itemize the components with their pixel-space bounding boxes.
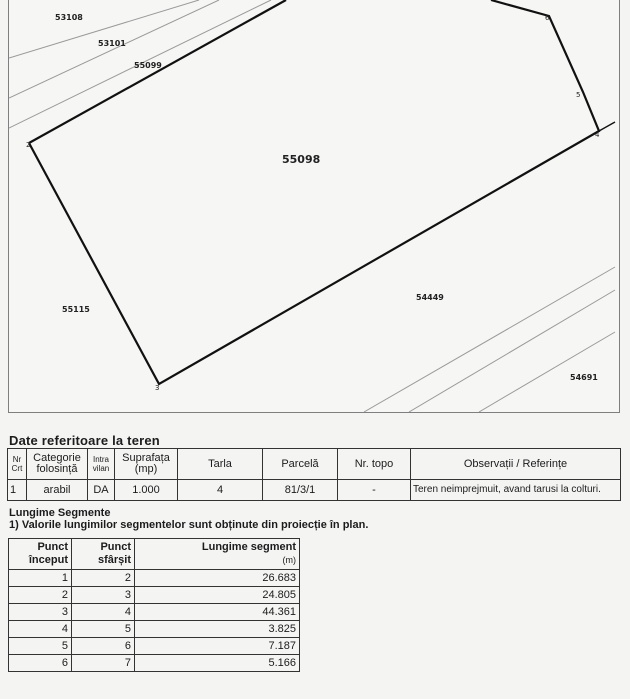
cell-start-point: 2 [9,587,72,604]
col-observatii: Observații / Referințe [411,449,621,480]
table-row [9,587,300,604]
cell-observatii: Teren neimprejmuit, avand tarusi la colturi. [411,480,621,501]
cell-end-point: 6 [72,638,135,655]
col-intravilan: Intra vilan [88,449,115,480]
col-start-point: Punct început [9,539,72,570]
cell-start-point: 4 [9,621,72,638]
cell-length: 24.805 [135,587,300,604]
cell-nr-topo: - [338,480,411,501]
main-parcel-label: 55098 [282,153,321,166]
land-data-title: Date referitoare la teren [9,433,160,448]
boundary-line [409,290,615,412]
vertex-label: 5 [576,91,581,99]
cell-length: 44.361 [135,604,300,621]
col-categorie: Categorie folosință [27,449,88,480]
cell-end-point: 5 [72,621,135,638]
col-parcela: Parcelă [263,449,338,480]
vertex-label: 6 [545,14,550,22]
neighbor-parcel-label: 54449 [416,293,444,302]
cell-length: 5.166 [135,655,300,672]
segments-table-body [9,570,300,672]
cell-start-point: 1 [9,570,72,587]
table-row [8,480,621,501]
table-header-row [9,539,300,570]
cell-start-point: 5 [9,638,72,655]
segments-subtitle: 1) Valorile lungimilor segmentelor sunt obținute din proiecție în plan. [9,519,369,531]
segments-heading [9,507,368,531]
length-header-label: Lungime segment [201,541,296,553]
table-header-row [8,449,621,480]
table-row [9,570,300,587]
col-nr: Nr Crt [8,449,27,480]
plan-drawing [9,0,619,412]
cell-end-point: 3 [72,587,135,604]
neighbor-parcel-label: 54691 [570,373,598,382]
cell-nr: 1 [8,480,27,501]
parcel-boundary [29,0,599,384]
col-nr-topo: Nr. topo [338,449,411,480]
segments-title: Lungime Segmente [9,507,111,519]
segments-table [8,538,300,672]
col-suprafata: Suprafața (mp) [115,449,178,480]
table-row [9,638,300,655]
cell-end-point: 4 [72,604,135,621]
col-segment-length [135,539,300,570]
cell-start-point: 3 [9,604,72,621]
cell-parcela: 81/3/1 [263,480,338,501]
cell-tarla: 4 [178,480,263,501]
cell-end-point: 7 [72,655,135,672]
cell-length: 3.825 [135,621,300,638]
neighbor-parcel-label: 53101 [98,39,126,48]
cell-length: 7.187 [135,638,300,655]
neighbor-parcel-label: 53108 [55,13,83,22]
cell-intravilan: DA [88,480,115,501]
cell-categorie: arabil [27,480,88,501]
neighbor-parcel-label: 55115 [62,305,90,314]
table-row [9,655,300,672]
boundary-line [364,267,615,412]
cell-suprafata: 1.000 [115,480,178,501]
cell-start-point: 6 [9,655,72,672]
parcel-boundary [599,122,615,131]
cell-end-point: 2 [72,570,135,587]
col-tarla: Tarla [178,449,263,480]
table-row [9,604,300,621]
length-unit-label: (m) [282,555,296,565]
boundary-line [9,0,219,98]
col-end-point: Punct sfârșit [72,539,135,570]
land-data-table [7,448,621,501]
cell-length: 26.683 [135,570,300,587]
cadastral-plan [8,0,620,413]
vertex-label: 4 [595,131,600,139]
vertex-label: 3 [155,384,160,392]
neighbor-parcel-label: 55099 [134,61,162,70]
boundary-line [479,332,615,412]
table-row [9,621,300,638]
vertex-label: 2 [26,141,31,149]
